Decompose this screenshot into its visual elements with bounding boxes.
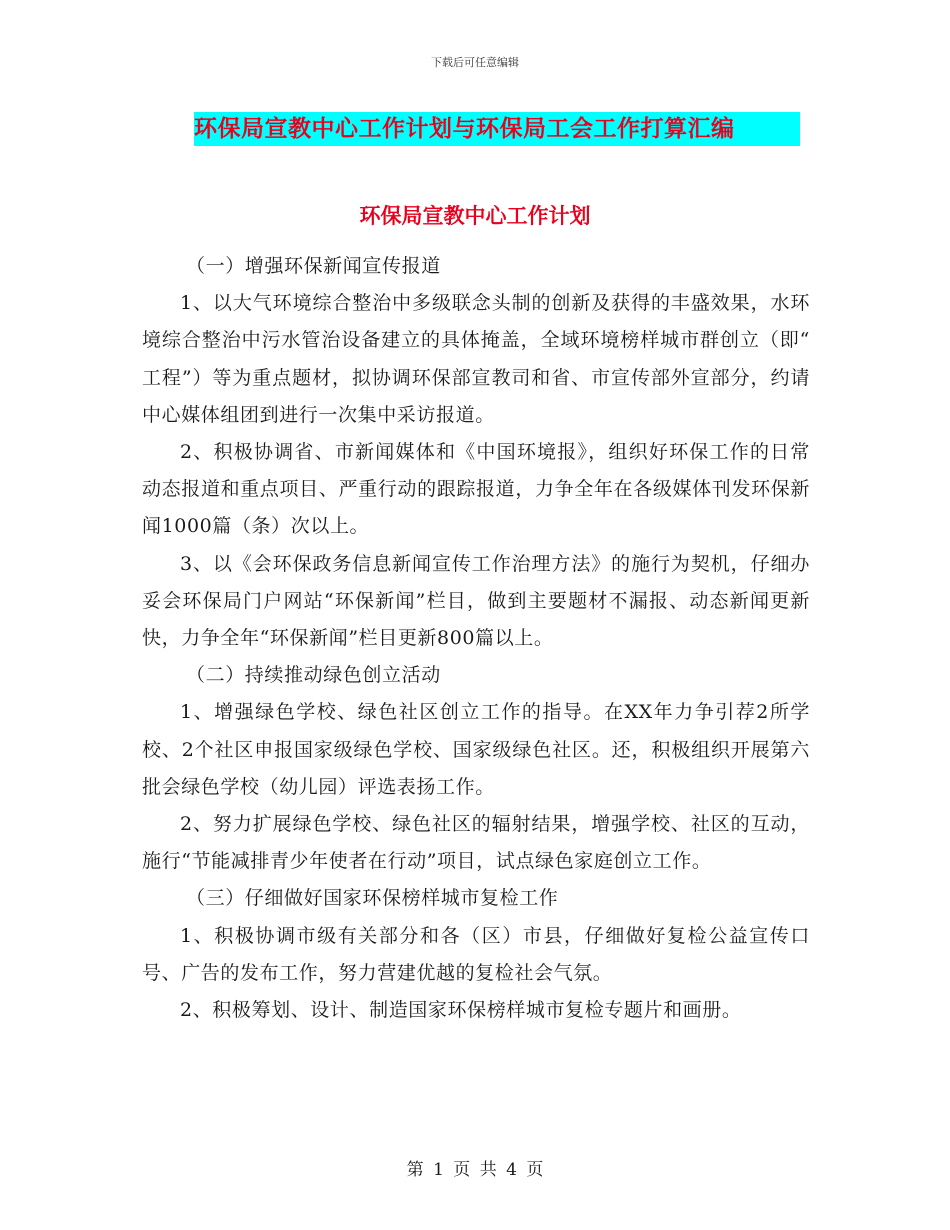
- section-heading: （二）持续推动绿色创立活动: [186, 664, 441, 687]
- paragraph: 3、以《会环保政务信息新闻宣传工作治理方法》的施行为契机，仔细办妥会环保局门户网站“环保新闻”栏目，做到主要题材不漏报、动态新闻更新快，力争全年“环保新闻”栏目更新800篇以上。: [142, 552, 810, 650]
- document-title: 环保局宣教中心工作计划与环保局工会工作打算汇编: [194, 112, 800, 146]
- section-title: 环保局宣教中心工作计划: [359, 203, 591, 228]
- paragraph: 1、积极协调市级有关部分和各（区）市县，仔细做好复检公益宣传口号、广告的发布工作，努力营建优越的复检社会气氛。: [142, 924, 810, 984]
- paragraph: 1、以大气环境综合整治中多级联念头制的创新及获得的丰盛效果，水环境综合整治中污水管治设备建立的具体掩盖，全域环境榜样城市群创立（即“ 工程”）等为重点题材，拟协调环保部宣教司和省、市宣传部外宣部分，约请中心媒体组团到进行一次集中采访报道。: [142, 292, 810, 426]
- document-body: [142, 248, 810, 1029]
- paragraph: 2、积极协调省、市新闻媒体和《中国环境报》，组织好环保工作的日常动态报道和重点项目、严重行动的跟踪报道，力争全年在各级媒体刊发环保新闻1000篇（条）次以上。: [142, 441, 810, 538]
- section-heading: （一）增强环保新闻宣传报道: [186, 255, 441, 277]
- page-footer: 第 1 页 共 4 页: [406, 1160, 544, 1180]
- section-heading: （三）仔细做好国家环保榜样城市复检工作: [186, 887, 559, 910]
- paragraph: 2、努力扩展绿色学校、绿色社区的辐射结果，增强学校、社区的互动，施行“节能减排青少年使者在行动”项目，试点绿色家庭创立工作。: [142, 813, 810, 873]
- paragraph: 2、积极筹划、设计、制造国家环保榜样城市复检专题片和画册。: [180, 999, 742, 1022]
- paragraph: 1、增强绿色学校、绿色社区创立工作的指导。在XX年力争引荐2所学校、2个社区申报国家级绿色学校、国家级绿色社区。还，积极组织开展第六批会绿色学校（幼儿园）评选表扬工作。: [142, 701, 810, 798]
- header-note: 下载后可任意编辑: [431, 56, 519, 69]
